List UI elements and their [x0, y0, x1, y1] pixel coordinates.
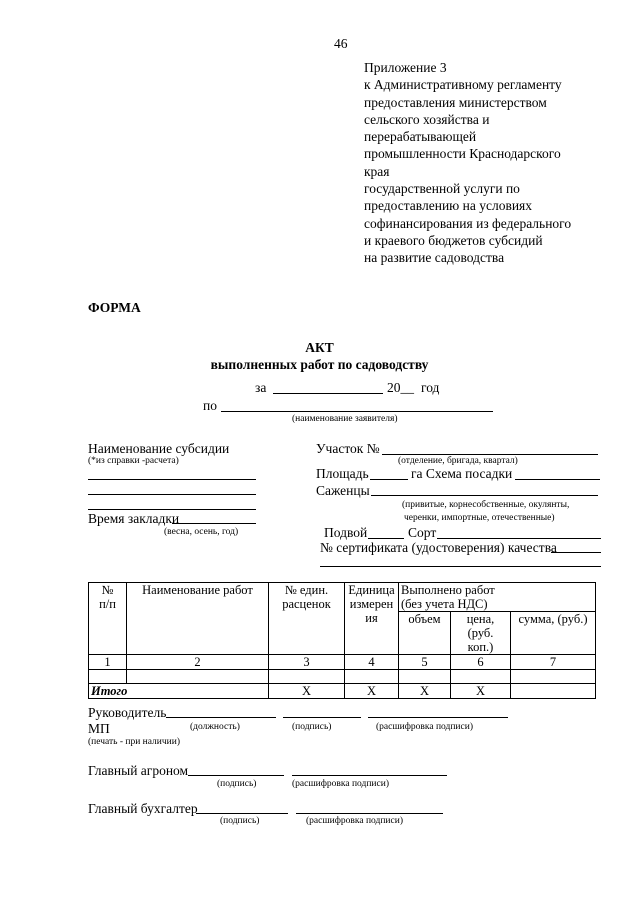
head-position-hint: (должность): [190, 722, 240, 732]
agronomist-decode-field[interactable]: [292, 775, 447, 776]
rootstock-field[interactable]: [368, 538, 404, 539]
variety-label: Сорт: [408, 525, 437, 540]
accountant-signature-field[interactable]: [196, 813, 288, 814]
total-mark: Х: [451, 684, 511, 699]
appendix-line: Приложение 3: [364, 60, 447, 75]
planting-time-label: Время закладки: [88, 511, 180, 526]
header-price: цена, (руб. коп.): [451, 612, 511, 655]
certificate-label: № сертификата (удостоверения) качества: [320, 540, 557, 555]
subsidy-name-label: Наименование субсидии: [88, 441, 230, 456]
table-header-row: [89, 583, 596, 612]
total-mark: Х: [399, 684, 451, 699]
seedlings-hint: (привитые, корнесобственные, окулянты,: [402, 500, 570, 510]
column-number: 7: [511, 655, 596, 670]
appendix-line: предоставлению на условиях: [364, 198, 533, 214]
rootstock-label: Подвой: [324, 525, 368, 540]
appendix-line: софинансирования из федерального: [364, 215, 572, 231]
appendix-line: промышленности Краснодарского: [364, 146, 561, 162]
table-cell[interactable]: [269, 670, 345, 684]
header-unit: Единица измерен ия: [345, 583, 399, 655]
seal-hint: (печать - при наличии): [88, 737, 180, 747]
table-cell[interactable]: [451, 670, 511, 684]
document-subtitle: выполненных работ по садоводству: [210, 357, 429, 372]
agronomist-decode-hint: (расшифровка подписи): [292, 779, 389, 789]
recipient-field[interactable]: [221, 411, 493, 412]
planting-time-hint: (весна, осень, год): [164, 527, 239, 537]
header-rate-number: № един. расценок: [269, 583, 345, 655]
head-position-field[interactable]: [166, 717, 276, 718]
seal-label: МП: [88, 721, 110, 736]
works-table: [88, 582, 596, 699]
accountant-decode-hint: (расшифровка подписи): [306, 816, 403, 826]
header-sum: сумма, (руб.): [511, 612, 596, 655]
appendix-block: [364, 59, 624, 267]
head-decode-field[interactable]: [368, 717, 508, 718]
header-number: № п/п: [89, 583, 127, 655]
head-signature-hint: (подпись): [292, 722, 332, 732]
period-label: за: [255, 380, 267, 395]
head-label: Руководитель: [88, 705, 167, 720]
accountant-label: Главный бухгалтер: [88, 801, 198, 816]
table-row: [89, 670, 596, 684]
subsidy-name-field[interactable]: [88, 479, 256, 480]
agronomist-signature-hint: (подпись): [217, 779, 257, 789]
seedlings-label: Саженцы: [316, 483, 370, 498]
column-number: 4: [345, 655, 399, 670]
column-number: 1: [89, 655, 127, 670]
plot-hint: (отделение, бригада, квартал): [398, 456, 518, 466]
page-number: 46: [334, 36, 348, 51]
period-field[interactable]: [273, 393, 383, 394]
table-total-row: [89, 684, 596, 699]
total-mark: Х: [269, 684, 345, 699]
period-year-prefix: 20__: [387, 380, 414, 395]
seedlings-field[interactable]: [371, 495, 598, 496]
appendix-line: и краевого бюджетов субсидий: [364, 232, 543, 248]
table-numbering-row: [89, 655, 596, 670]
period-year-word: год: [421, 380, 440, 395]
total-label: Итого: [89, 684, 269, 699]
seedlings-hint: черенки, импортные, отечественные): [404, 513, 555, 523]
appendix-line: перерабатывающей: [364, 129, 477, 145]
certificate-field[interactable]: [320, 566, 601, 567]
appendix-line: государственной услуги по: [364, 181, 520, 197]
variety-field[interactable]: [437, 538, 601, 539]
form-label: ФОРМА: [88, 300, 141, 315]
table-cell[interactable]: [399, 670, 451, 684]
certificate-field[interactable]: [551, 552, 601, 553]
head-signature-field[interactable]: [283, 717, 361, 718]
area-unit-label: га Схема посадки: [411, 466, 513, 481]
table-cell[interactable]: [89, 670, 127, 684]
column-number: 2: [127, 655, 269, 670]
accountant-decode-field[interactable]: [296, 813, 443, 814]
total-sum-cell[interactable]: [511, 684, 596, 699]
planting-scheme-field[interactable]: [515, 479, 600, 480]
document-title: АКТ: [305, 340, 334, 355]
recipient-hint: (наименование заявителя): [292, 414, 398, 424]
subsidy-name-field[interactable]: [88, 494, 256, 495]
table-cell[interactable]: [127, 670, 269, 684]
appendix-line: предоставления министерством: [364, 94, 547, 110]
appendix-line: на развитие садоводства: [364, 250, 505, 266]
column-number: 3: [269, 655, 345, 670]
plot-field[interactable]: [382, 454, 598, 455]
agronomist-label: Главный агроном: [88, 763, 189, 778]
plot-label: Участок №: [316, 441, 380, 456]
column-number: 5: [399, 655, 451, 670]
area-label: Площадь: [316, 466, 369, 481]
planting-time-field[interactable]: [172, 523, 256, 524]
header-work-name: Наименование работ: [127, 583, 269, 655]
agronomist-signature-field[interactable]: [188, 775, 284, 776]
head-decode-hint: (расшифровка подписи): [376, 722, 473, 732]
table-cell[interactable]: [345, 670, 399, 684]
header-volume: объем: [399, 612, 451, 655]
recipient-label: по: [203, 398, 217, 413]
appendix-line: к Административному регламенту: [364, 77, 562, 93]
subsidy-name-hint: (*из справки -расчета): [88, 456, 179, 466]
column-number: 6: [451, 655, 511, 670]
accountant-signature-hint: (подпись): [220, 816, 260, 826]
table-cell[interactable]: [511, 670, 596, 684]
total-mark: Х: [345, 684, 399, 699]
appendix-line: сельского хозяйства и: [364, 111, 490, 127]
area-field[interactable]: [370, 479, 408, 480]
appendix-line: края: [364, 163, 390, 179]
subsidy-name-field[interactable]: [88, 509, 256, 510]
header-work-done: Выполнено работ (без учета НДС): [399, 583, 596, 612]
